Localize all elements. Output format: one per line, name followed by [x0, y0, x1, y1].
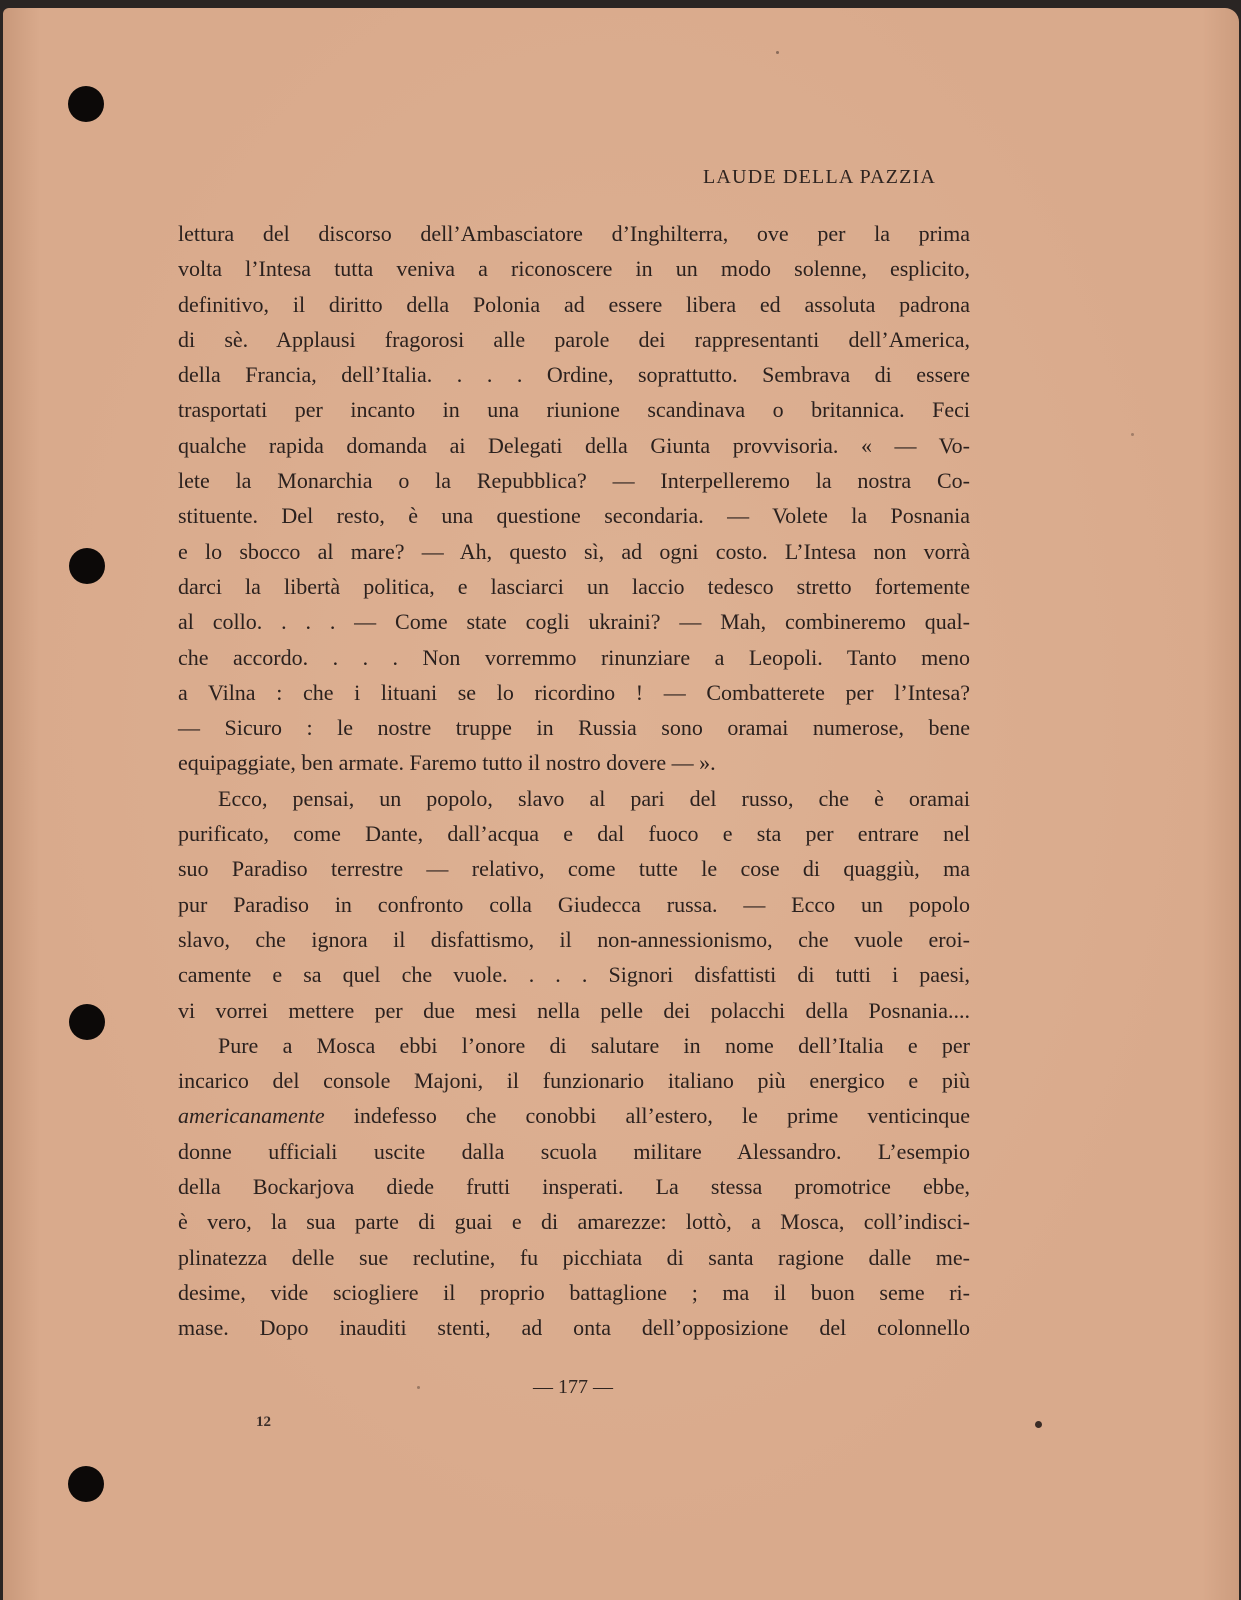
- text-line: plinatezza delle sue reclutine, fu picchiata di santa ragione dalle me-: [178, 1244, 970, 1270]
- text-line: della Francia, dell’Italia. . . . Ordine, soprattutto. Sembrava di essere: [178, 362, 970, 388]
- text-line: trasportati per incanto in una riunione scandinava o britannica. Feci: [178, 397, 970, 423]
- paper-speck: [1131, 433, 1134, 436]
- text-line: stituente. Del resto, è una questione secondaria. — Volete la Posnania: [178, 503, 970, 529]
- text-line: volta l’Intesa tutta veniva a riconoscere in un modo solenne, esplicito,: [178, 256, 970, 282]
- text-line: della Bockarjova diede frutti insperati. La stessa promotrice ebbe,: [178, 1174, 970, 1200]
- text-line: Ecco, pensai, un popolo, slavo al pari del russo, che è oramai: [218, 785, 970, 811]
- binding-hole: [69, 1004, 105, 1040]
- binding-hole: [69, 548, 105, 584]
- text-line: qualche rapida domanda ai Delegati della Giunta provvisoria. « — Vo-: [178, 432, 970, 458]
- text-line: camente e sa quel che vuole. . . . Signori disfattisti di tutti i paesi,: [178, 962, 970, 988]
- text-line: definitivo, il diritto della Polonia ad essere libera ed assoluta padrona: [178, 291, 970, 317]
- text-line: è vero, la sua parte di guai e di amarezze: lottò, a Mosca, coll’indisci-: [178, 1209, 970, 1235]
- text-line: a Vilna : che i lituani se lo ricordino ! — Combatterete per l’Intesa?: [178, 679, 970, 705]
- paper-speck: [417, 1386, 420, 1389]
- text-line: slavo, che ignora il disfattismo, il non-annessionismo, che vuole eroi-: [178, 926, 970, 952]
- text-line: di sè. Applausi fragorosi alle parole dei rappresentanti dell’America,: [178, 326, 970, 352]
- text-line: desime, vide sciogliere il proprio battaglione ; ma il buon seme ri-: [178, 1279, 970, 1305]
- binding-hole: [68, 86, 104, 122]
- text-line: Pure a Mosca ebbi l’onore di salutare in nome dell’Italia e per: [218, 1032, 970, 1058]
- text-line: lete la Monarchia o la Repubblica? — Interpelleremo la nostra Co-: [178, 468, 970, 494]
- text-line: vi vorrei mettere per due mesi nella pelle dei polacchi della Posnania....: [178, 997, 970, 1023]
- text-line: donne ufficiali uscite dalla scuola militare Alessandro. L’esempio: [178, 1138, 970, 1164]
- book-page: [3, 8, 1239, 1600]
- signature-mark: 12: [256, 1414, 271, 1430]
- text-line: [178, 1098, 970, 1133]
- binding-hole: [68, 1466, 104, 1502]
- body-text: [178, 216, 970, 1346]
- text-line: mase. Dopo inauditi stenti, ad onta dell’opposizione del colonnello: [178, 1315, 970, 1341]
- text-line: e lo sbocco al mare? — Ah, questo sì, ad ogni costo. L’Intesa non vorrà: [178, 538, 970, 564]
- text-line: — Sicuro : le nostre truppe in Russia sono oramai numerose, bene: [178, 715, 970, 741]
- text-line: incarico del console Majoni, il funzionario italiano più energico e più: [178, 1068, 970, 1094]
- text-line: che accordo. . . . Non vorremmo rinunziare a Leopoli. Tanto meno: [178, 644, 970, 670]
- line-rest: indefesso che conobbi all’estero, le prime venticinque: [324, 1103, 970, 1129]
- page-number: — 177 —: [533, 1376, 613, 1398]
- text-line: darci la libertà politica, e lasciarci un laccio tedesco stretto fortemente: [178, 573, 970, 599]
- paper-speck: [776, 51, 779, 54]
- text-line: lettura del discorso dell’Ambasciatore d’Inghilterra, ove per la prima: [178, 221, 970, 246]
- text-line: equipaggiate, ben armate. Faremo tutto il nostro dovere — ».: [178, 750, 716, 776]
- running-head: LAUDE DELLA PAZZIA: [703, 166, 937, 188]
- text-line: purificato, come Dante, dall’acqua e dal fuoco e sta per entrare nel: [178, 821, 970, 847]
- paper-speck: [1035, 1421, 1042, 1428]
- text-line: pur Paradiso in confronto colla Giudecca russa. — Ecco un popolo: [178, 891, 970, 917]
- italic-word: americanamente: [178, 1103, 325, 1129]
- text-line: al collo. . . . — Come state cogli ukraini? — Mah, combineremo qual-: [178, 609, 970, 635]
- text-line: suo Paradiso terrestre — relativo, come tutte le cose di quaggiù, ma: [178, 856, 970, 882]
